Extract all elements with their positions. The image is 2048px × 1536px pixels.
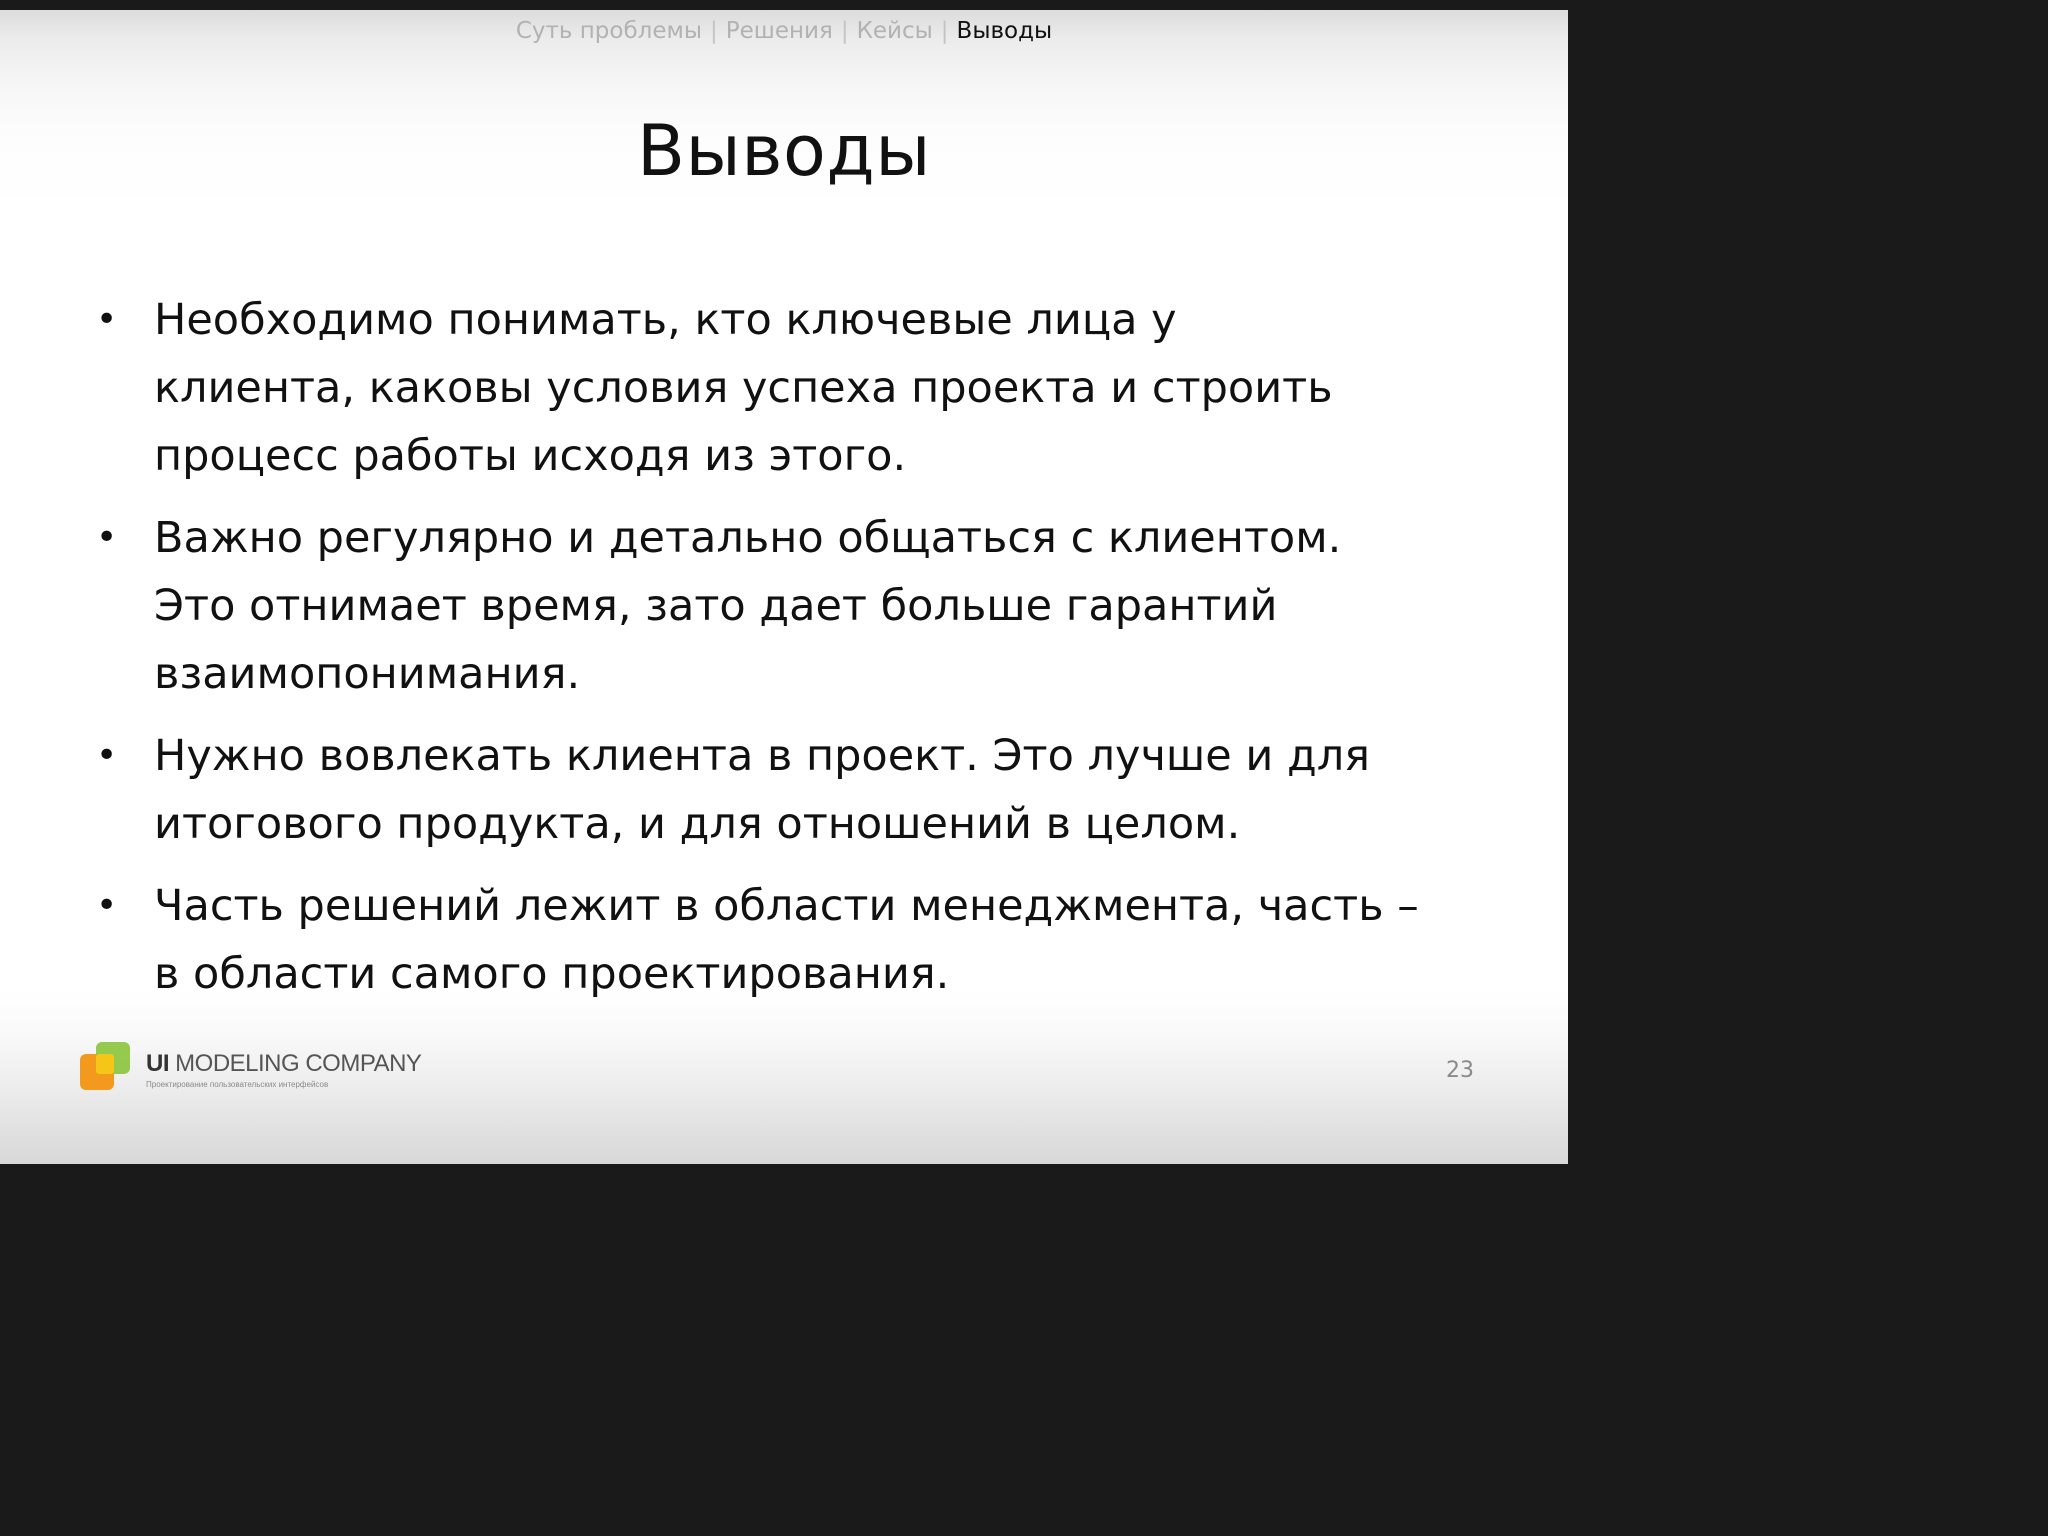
bullet-text-line: процесс работы исходя из этого. bbox=[154, 431, 907, 481]
logo-name-bold: UI bbox=[146, 1050, 169, 1077]
nav-item-solutions[interactable]: Решения bbox=[725, 18, 833, 44]
bullet-item bbox=[96, 722, 1496, 858]
bullet-text-line: взаимопонимания. bbox=[154, 649, 581, 699]
bullet-text-line: клиента, каковы условия успеха проекта и строить bbox=[154, 363, 1333, 413]
nav-item-cases[interactable]: Кейсы bbox=[856, 18, 933, 44]
bullet-icon: • bbox=[96, 299, 118, 340]
logo-mark-icon bbox=[78, 1040, 134, 1096]
bullet-item bbox=[96, 286, 1496, 490]
bullet-icon: • bbox=[96, 885, 118, 926]
logo-tagline: Проектирование пользовательских интерфейсов bbox=[146, 1080, 329, 1089]
bullet-item bbox=[96, 872, 1496, 1008]
bullet-text-line: Нужно вовлекать клиента в проект. Это лучше и для bbox=[154, 731, 1371, 781]
nav-item-problem[interactable]: Суть проблемы bbox=[515, 18, 703, 44]
nav-item-conclusions[interactable]: Выводы bbox=[956, 18, 1053, 44]
logo-name bbox=[146, 1050, 421, 1078]
slide bbox=[0, 10, 1568, 1164]
nav-separator: | bbox=[940, 18, 949, 44]
nav-separator: | bbox=[840, 18, 849, 44]
bullet-text-line: итогового продукта, и для отношений в целом. bbox=[154, 799, 1241, 849]
bullet-text-line: Это отнимает время, зато дает больше гарантий bbox=[154, 581, 1278, 631]
company-logo bbox=[78, 1040, 458, 1110]
section-nav bbox=[0, 16, 1568, 46]
nav-separator: | bbox=[710, 18, 718, 44]
bullet-text-line: Важно регулярно и детально общаться с клиентом. bbox=[154, 513, 1342, 563]
bullet-item bbox=[96, 504, 1496, 708]
bullet-list bbox=[96, 286, 1496, 1022]
bullet-icon: • bbox=[96, 735, 118, 776]
bullet-text-line: Необходимо понимать, кто ключевые лица у bbox=[154, 295, 1177, 345]
slide-title: Выводы bbox=[636, 110, 932, 192]
bullet-text-line: в области самого проектирования. bbox=[154, 949, 950, 999]
logo-name-rest: MODELING COMPANY bbox=[169, 1050, 422, 1077]
bullet-text-line: Часть решений лежит в области менеджмента, часть – bbox=[154, 881, 1419, 931]
page-number: 23 bbox=[1446, 1058, 1474, 1083]
bullet-icon: • bbox=[96, 517, 118, 558]
